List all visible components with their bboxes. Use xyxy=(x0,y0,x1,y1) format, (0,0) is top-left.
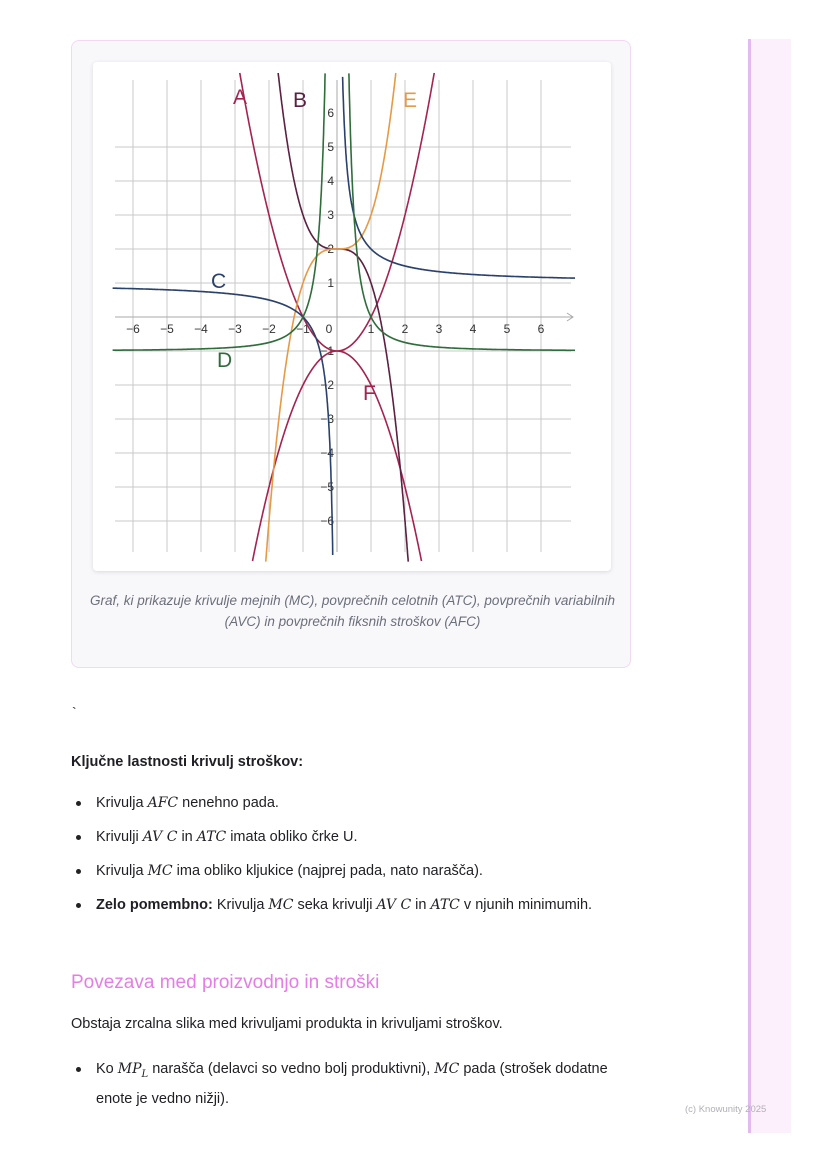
list-item: Krivulja MC ima obliko kljukice (najprej pada, nato narašča). xyxy=(71,859,611,883)
y-tick-label: −4 xyxy=(320,446,334,460)
y-tick-label: −1 xyxy=(320,344,334,358)
x-tick-label: 4 xyxy=(469,322,477,336)
properties-heading: Ključne lastnosti krivulj stroškov: xyxy=(71,754,304,770)
list-item: Ko $MP_L$ narašča (delavci so vedno bolj produktivni), MC pada (strošek dodatne enote je vedno nižji). xyxy=(71,1057,611,1111)
x-tick-label: 3 xyxy=(435,322,443,336)
curve-label-b: B xyxy=(293,89,308,112)
curve-label-d: D xyxy=(217,349,233,372)
y-tick-label: 6 xyxy=(327,106,334,120)
curve-label-a: A xyxy=(233,86,248,109)
curve-c xyxy=(343,77,575,278)
x-tick-label: −1 xyxy=(296,322,310,336)
y-tick-label: −2 xyxy=(320,378,334,392)
y-tick-label: −3 xyxy=(320,412,334,426)
y-tick-label: 2 xyxy=(327,242,334,256)
x-tick-label: 5 xyxy=(503,322,511,336)
y-tick-label: 3 xyxy=(327,208,334,222)
x-tick-label: −3 xyxy=(228,322,242,336)
properties-list xyxy=(71,791,611,927)
x-tick-label: 6 xyxy=(537,322,545,336)
curve-label-e: E xyxy=(403,89,418,112)
list-item: Zelo pomembno: Krivulja MC seka krivulji AV C in ATC v njunih minimumih. xyxy=(71,893,611,917)
y-tick-label: −6 xyxy=(320,514,334,528)
x-tick-label: −6 xyxy=(126,322,140,336)
y-tick-label: 5 xyxy=(327,140,334,154)
x-tick-label: −2 xyxy=(262,322,276,336)
graph-svg xyxy=(93,62,611,571)
list-item: Krivulja AFC nenehno pada. xyxy=(71,791,611,815)
x-tick-label: 2 xyxy=(401,322,409,336)
figure-caption: Graf, ki prikazuje krivulje mejnih (MC), povprečnih celotnih (ATC), povprečnih variabilnih (AVC) in povprečnih fiksnih stroškov (AFC) xyxy=(90,593,615,629)
section-list xyxy=(71,1057,611,1121)
section-paragraph: Obstaja zrcalna slika med krivuljami produkta in krivuljami stroškov. xyxy=(71,1016,503,1032)
x-tick-label: 1 xyxy=(367,322,375,336)
x-tick-label: −5 xyxy=(160,322,174,336)
sidebar-panel xyxy=(748,39,791,1133)
stray-character: ` xyxy=(72,704,77,720)
section-heading: Povezava med proizvodnjo in stroški xyxy=(71,972,380,993)
x-tick-label: −4 xyxy=(194,322,208,336)
curve-label-f: F xyxy=(363,382,376,405)
list-item: Krivulji AV C in ATC imata obliko črke U. xyxy=(71,825,611,849)
x-tick-label: 0 xyxy=(325,322,333,336)
cost-curves-graph xyxy=(93,62,611,571)
y-tick-label: 1 xyxy=(327,276,334,290)
copyright: (c) Knowunity 2025 xyxy=(685,1104,767,1115)
y-tick-label: 4 xyxy=(327,174,334,188)
curve-label-c: C xyxy=(211,270,227,293)
y-tick-label: −5 xyxy=(320,480,334,494)
